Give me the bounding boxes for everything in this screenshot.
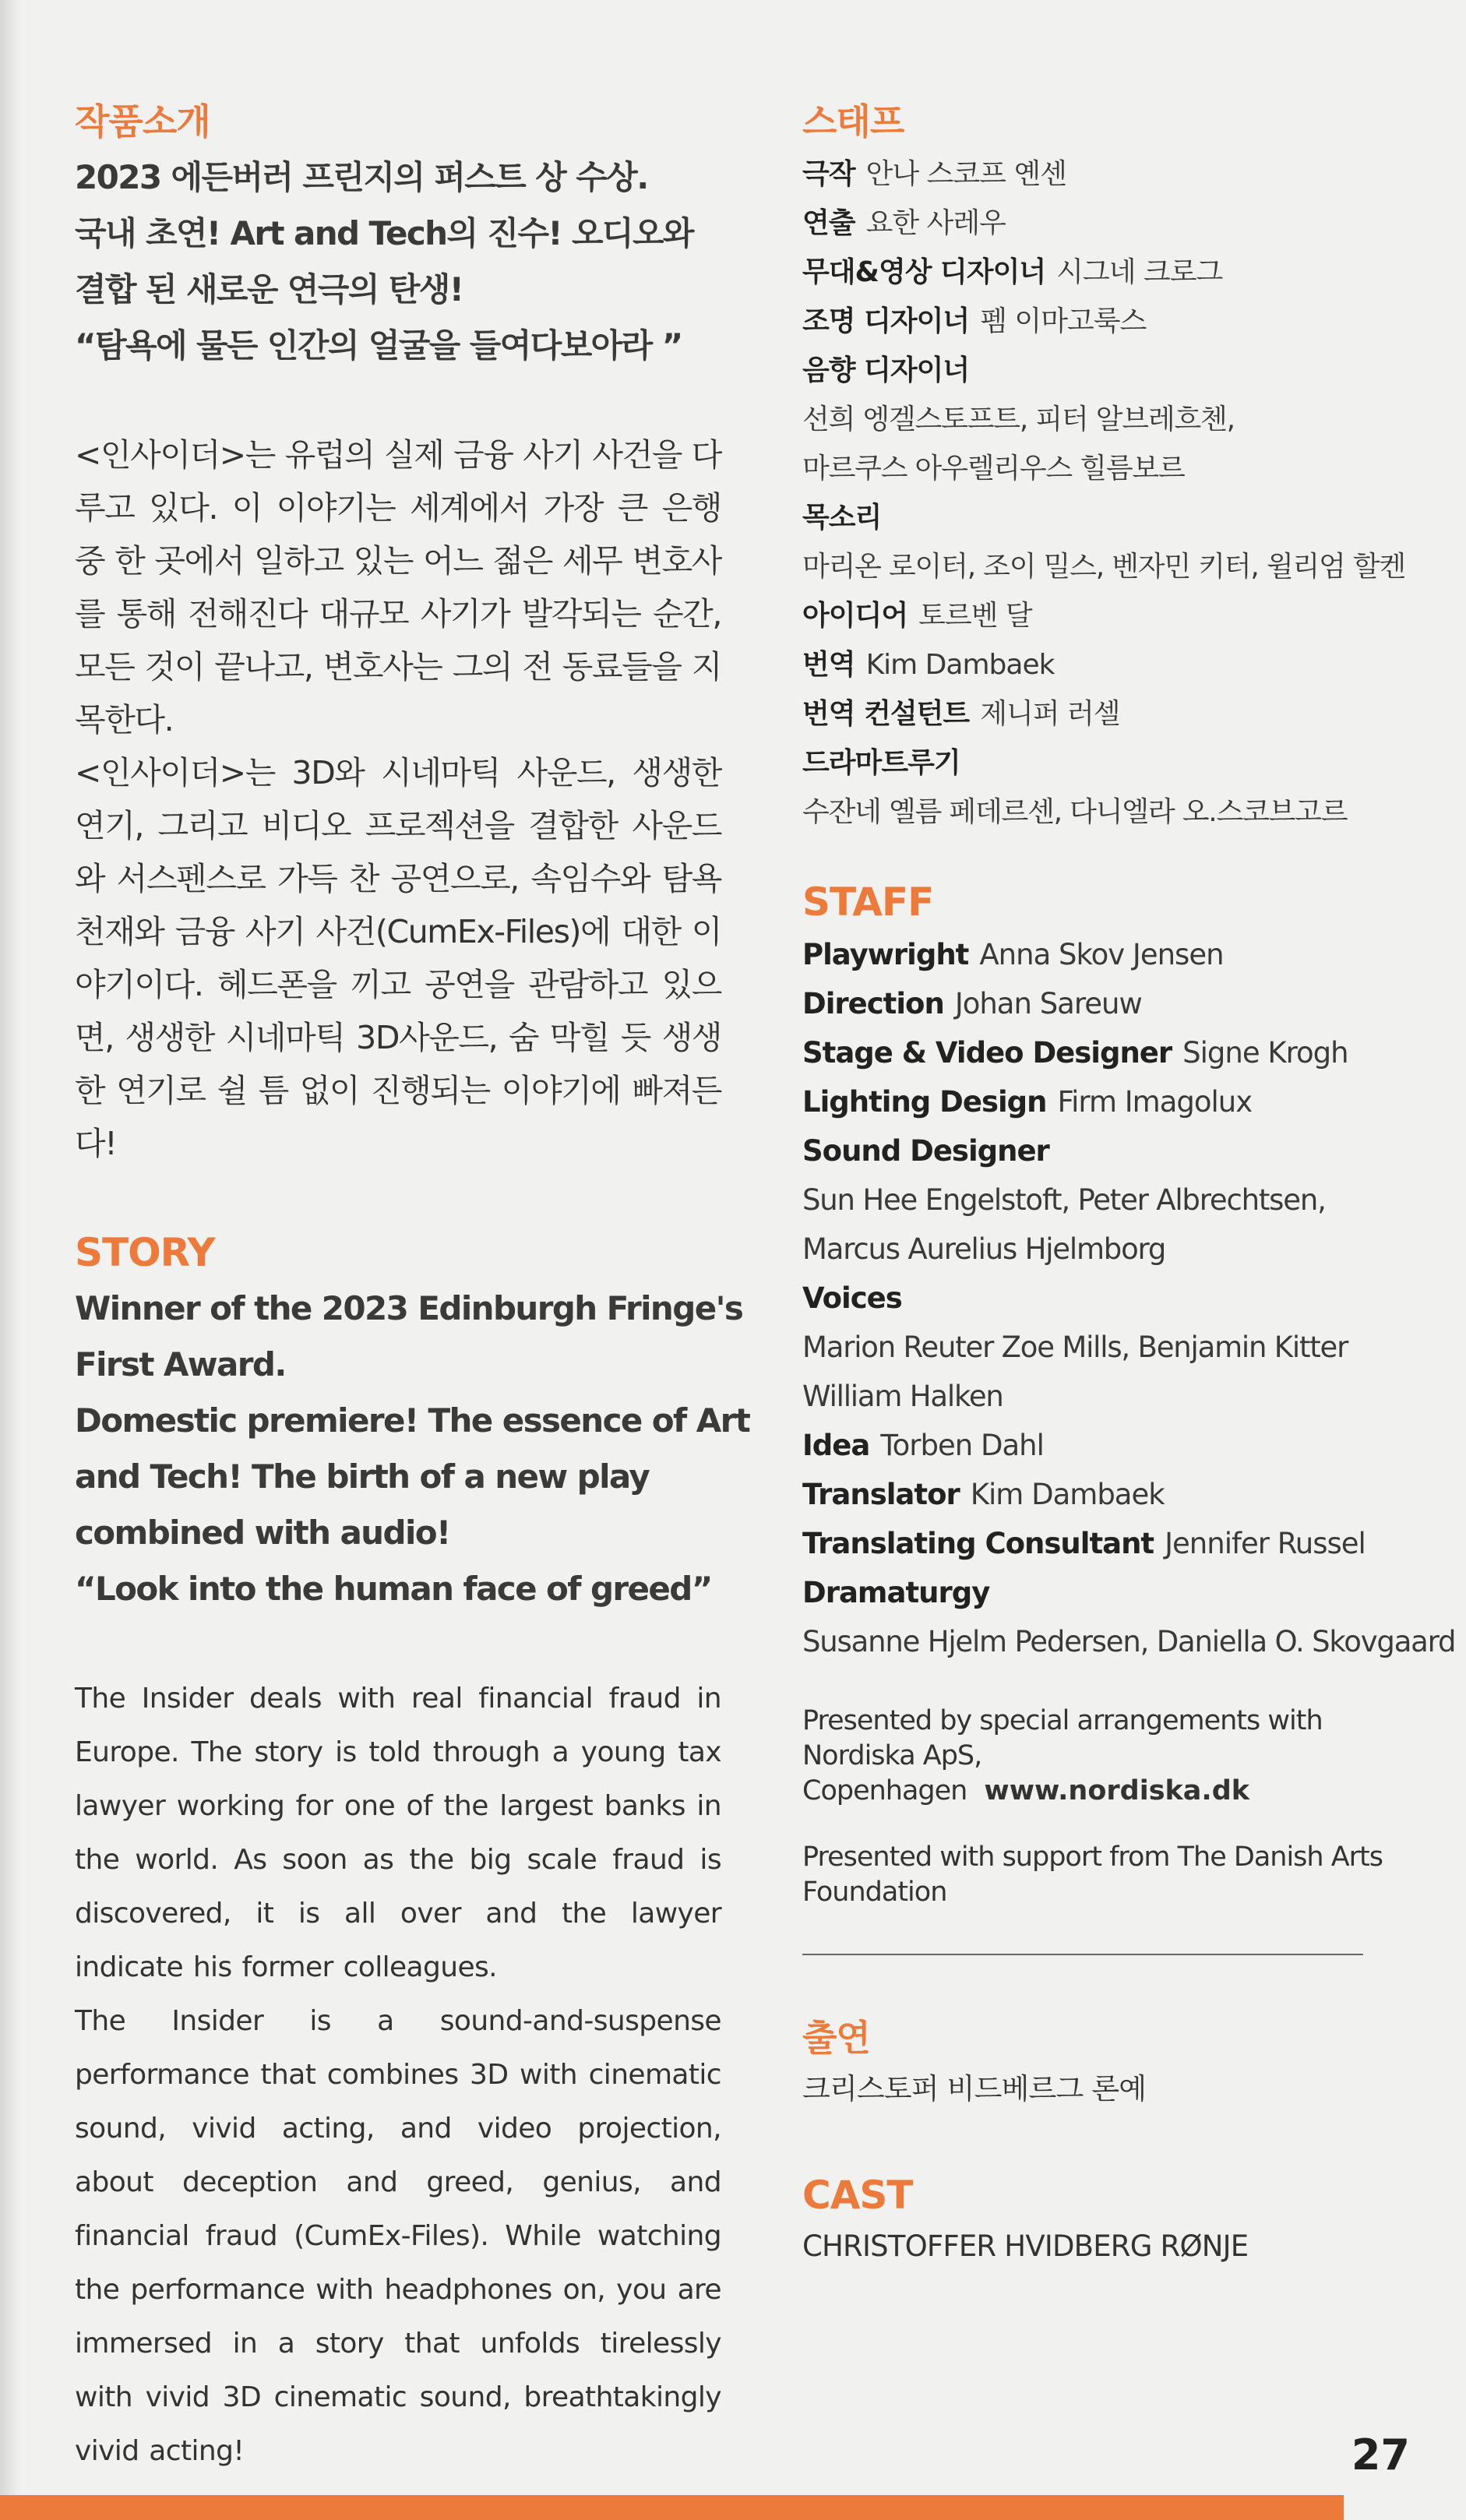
nordiska-link[interactable]: www.nordiska.dk [984,1775,1250,1806]
intro-lead-line: 국내 초연! Art and Tech의 진수! 오디오와 [75,214,693,252]
presented-text: Presented by special arrangements with Nordiska ApS, Copenhagen [802,1705,1323,1806]
credit-name: 제니퍼 러셀 [980,698,1120,730]
cast-en-name: CHRISTOFFER HVIDBERG RØNJE [802,2229,1249,2263]
credit-name: Johan Sareuw [954,987,1142,1020]
story-lead-line: First Award. [75,1345,286,1383]
intro-heading: 작품소개 [75,100,210,143]
staff-ko-credit-row [802,689,1387,738]
credit-role: 목소리 [802,502,882,534]
staff-en-credit-row [802,1274,1387,1323]
credit-role: Voices [802,1281,902,1315]
staff-ko-credit-line: 마르쿠스 아우렐리우스 힐름보르 [802,453,1185,485]
credit-role: 무대&영상 디자이너 [802,256,1046,288]
credit-role: Dramaturgy [802,1576,990,1609]
cast-en-heading: CAST [802,2173,913,2218]
credit-role: 음향 디자이너 [802,354,970,386]
intro-lead-line: “탐욕에 물든 인간의 얼굴을 들여다보아라 ” [75,326,682,365]
story-lead [75,1281,750,1617]
staff-en-credit-row [802,930,1387,979]
staff-en-credit-row [802,1470,1387,1519]
credit-role: Direction [802,987,944,1020]
staff-en-heading: STAFF [802,879,934,925]
credit-name: 토르벤 달 [918,600,1032,632]
credit-role: Sound Designer [802,1134,1049,1168]
staff-en-credit-row [802,1421,1387,1470]
staff-en-credit-line: Susanne Hjelm Pedersen, Daniella O. Skovgaard [802,1625,1456,1658]
right-column [802,93,1456,2270]
staff-ko-credit-row [802,248,1387,297]
staff-en-list [802,930,1456,1666]
staff-en-credit-row [802,979,1387,1028]
credit-name: Firm Imagolux [1057,1085,1253,1119]
staff-en-credit-row [802,1077,1387,1126]
intro-body [75,428,721,1170]
bottom-accent-bar [0,2495,1344,2520]
credit-role: 연출 [802,207,855,239]
story-lead-line: Winner of the 2023 Edinburgh Fringe's [75,1289,743,1327]
cast-ko-name: 크리스토퍼 비드베르그 론예 [802,2072,1147,2106]
staff-en-credit-line: Sun Hee Engelstoft, Peter Albrechtsen, [802,1183,1326,1217]
staff-en-credit-line: Marcus Aurelius Hjelmborg [802,1232,1166,1266]
credit-role: Lighting Design [802,1085,1047,1119]
staff-ko-credit-line: 선희 엥겔스토프트, 피터 알브레흐첸, [802,404,1235,435]
story-lead-line: combined with audio! [75,1514,450,1552]
credit-name: 펨 이마고룩스 [980,305,1147,337]
staff-ko-credit-row [802,738,1387,788]
credit-name: Signe Krogh [1182,1036,1348,1070]
story-heading: STORY [75,1230,215,1275]
story-paragraph-2: The Insider is a sound-and-suspense performance that combines 3D with cinematic sound, vivid acting, and video projection, about deception and greed, genius, and financial fraud (CumEx-Files). While watching the performance with headphones on, you are immersed in a story that unfolds tirelessly with vivid 3D cinematic sound, breathtakingly vivid acting! [75,2005,721,2467]
credit-name: 안나 스코프 옌센 [865,158,1066,190]
staff-en-credit-row [802,1126,1387,1175]
credit-role: 드라마트루기 [802,747,960,779]
credit-name: Jennifer Russel [1165,1527,1366,1560]
staff-ko-credit-row [802,640,1387,689]
credit-role: Stage & Video Designer [802,1036,1172,1070]
staff-ko-credit-row [802,199,1387,248]
staff-en-credit-row [802,1519,1387,1568]
staff-ko-credit-row [802,346,1387,395]
story-lead-line: “Look into the human face of greed” [75,1570,712,1608]
credit-role: Translating Consultant [802,1527,1154,1560]
intro-lead [75,150,721,374]
credit-name: Torben Dahl [880,1429,1044,1462]
intro-paragraph-1: <인사이더>는 유럽의 실제 금융 사기 사건을 다루고 있다. 이 이야기는 세계에서 가장 큰 은행 중 한 곳에서 일하고 있는 어느 젊은 세무 변호사를 통해 전해진다 대규모 사기가 발각되는 순간, 모든 것이 끝나고, 변호사는 그의 전 동료들을 지목한다. [75,436,721,738]
credit-name: Kim Dambaek [970,1478,1165,1511]
credit-role: 조명 디자이너 [802,305,970,337]
intro-paragraph-2: <인사이더>는 3D와 시네마틱 사운드, 생생한 연기, 그리고 비디오 프로젝션을 결합한 사운드와 서스펜스로 가득 찬 공연으로, 속임수와 탐욕 천재와 금융 사기 사건(CumEx-Files)에 대한 이야기이다. 헤드폰을 끼고 공연을 관람하고 있으면, 생생한 시네마틱 3D사운드, 숨 막힐 듯 생생한 연기로 쉴 틈 없이 진행되는 이야기에 빠져든다! [75,754,721,1162]
credit-name: 요한 사레우 [865,207,1006,239]
staff-ko-credit-line: 마리온 로이터, 조이 밀스, 벤자민 키터, 윌리엄 할켄 [802,551,1405,583]
support-note: Presented with support from The Danish Arts Foundation [802,1842,1383,1908]
credit-name: Kim Dambaek [865,649,1055,681]
left-column [75,93,750,2478]
credit-role: 극작 [802,158,855,190]
credit-name: 시그네 크로그 [1056,256,1223,288]
story-body [75,1672,721,2478]
intro-lead-line: 결합 된 새로운 연극의 탄생! [75,270,463,308]
staff-ko-heading: 스태프 [802,100,904,143]
story-lead-line: Domestic premiere! The essence of Art [75,1401,750,1440]
staff-ko-credit-row [802,297,1387,346]
staff-en-credit-line: William Halken [802,1380,1003,1413]
credit-name: Anna Skov Jensen [979,938,1224,971]
credit-role: 번역 컨설턴트 [802,698,970,730]
staff-ko-credit-row [802,150,1387,199]
staff-ko-list [802,150,1405,837]
staff-ko-credit-line: 수잔네 옐름 페데르센, 다니엘라 오.스코브고르 [802,796,1348,828]
story-paragraph-1: The Insider deals with real financial fraud in Europe. The story is told through a young tax lawyer working for one of the largest banks in the world. As soon as the big scale fraud is discovered, it is all over and the lawyer indicate his former colleagues. [75,1683,721,1983]
story-lead-line: and Tech! The birth of a new play [75,1457,650,1496]
credit-role: 아이디어 [802,600,908,632]
credit-role: Idea [802,1429,870,1462]
staff-en-credit-row [802,1028,1387,1077]
page-edge-shadow [0,0,20,2520]
staff-ko-credit-row [802,493,1387,542]
staff-ko-credit-row [802,591,1387,640]
staff-en-credit-row [802,1568,1387,1617]
presented-note [802,1704,1387,1809]
intro-lead-line: 2023 에든버러 프린지의 퍼스트 상 수상. [75,158,648,196]
staff-en-credit-line: Marion Reuter Zoe Mills, Benjamin Kitter [802,1330,1348,1364]
credit-role: Playwright [802,938,969,971]
credit-role: Translator [802,1478,960,1511]
credit-role: 번역 [802,649,855,681]
page-number: 27 [1351,2430,1410,2479]
cast-ko-heading: 출연 [802,2017,870,2059]
